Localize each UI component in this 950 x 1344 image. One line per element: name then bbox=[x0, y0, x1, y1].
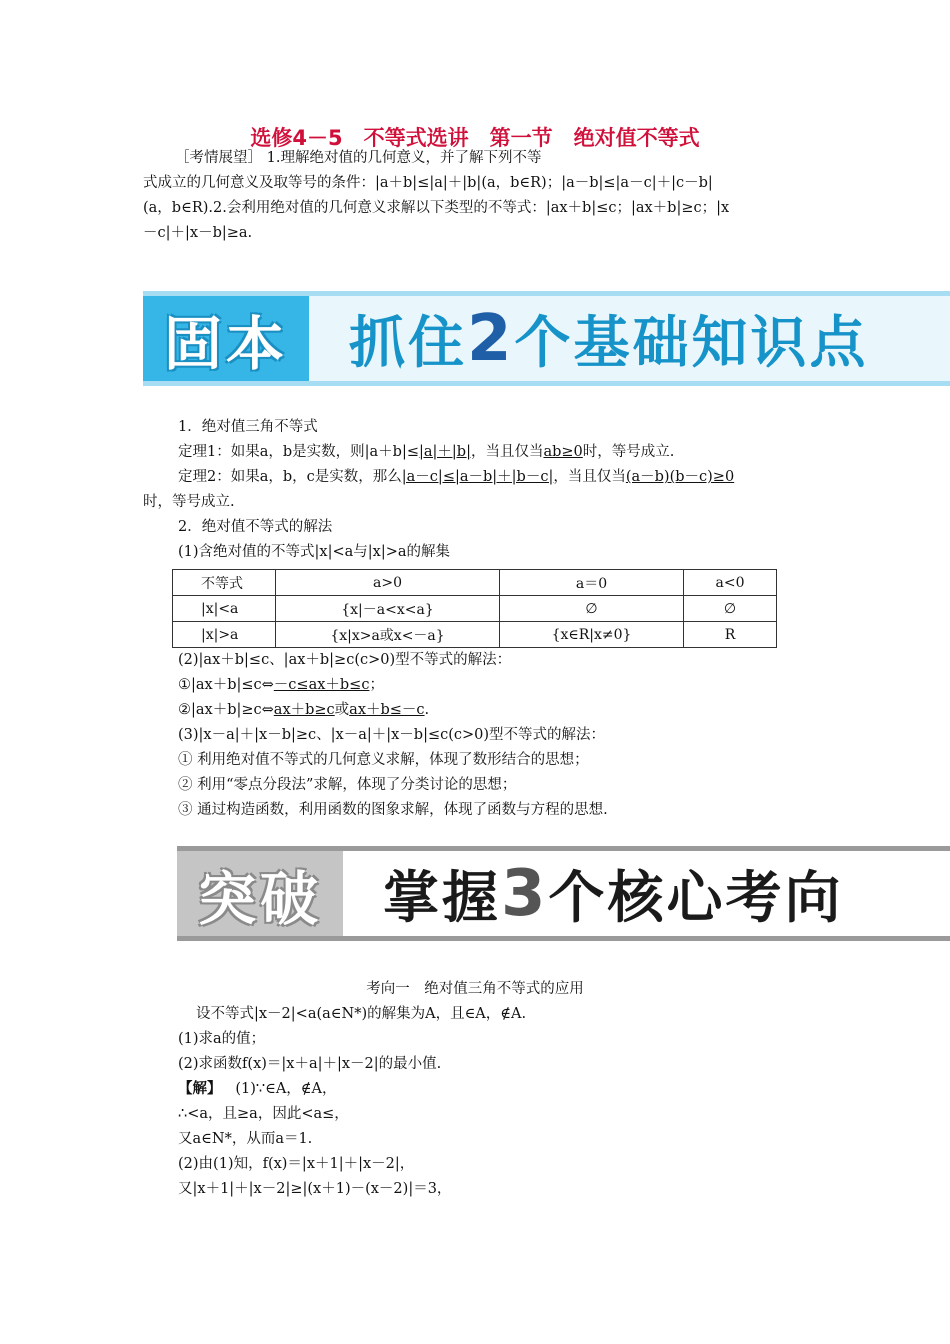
case-2-post: . bbox=[424, 702, 430, 718]
topic-heading: 考向一 绝对值三角不等式的应用 bbox=[366, 981, 584, 997]
theorem-1-blank-1: |a|＋|b| bbox=[419, 444, 471, 460]
banner-left-label: 突破 bbox=[177, 851, 343, 936]
banner-right-num: 2 bbox=[467, 301, 515, 376]
method-item-2: ② 利用“零点分段法”求解，体现了分类讨论的思想； bbox=[178, 777, 517, 793]
question-part-1: (1)求a的值； bbox=[178, 1031, 266, 1047]
banner-right-pre: 掌握 bbox=[383, 865, 501, 931]
heading-1: 1．绝对值三角不等式 bbox=[178, 419, 318, 435]
theorem-2-mid: ，当且仅当 bbox=[553, 469, 626, 485]
question-part-2: (2)求函数f(x)＝|x＋a|＋|x－2|的最小值. bbox=[178, 1056, 442, 1072]
theorem-2-blank-1: |a－c|≤|a－b|＋|b－c| bbox=[401, 469, 554, 485]
solution-text-1: (1)∵∈A，∉A， bbox=[235, 1081, 337, 1097]
solution-line-5: 又|x＋1|＋|x－2|≥|(x＋1)－(x－2)|＝3， bbox=[178, 1181, 452, 1197]
case-2-pre: ②|ax＋b|≥c⇔ bbox=[178, 702, 274, 718]
case-2-blank-2: ax＋b≤－c bbox=[349, 702, 425, 718]
intro-line-3: (a，b∈R).2.会利用绝对值的几何意义求解以下类型的不等式：|ax＋b|≤c；|ax＋b|≥c；|x bbox=[143, 200, 730, 216]
banner-left-label: 固本 bbox=[143, 296, 309, 381]
table-cell: {x|－a<x<a} bbox=[276, 596, 500, 622]
banner-right-pre: 抓住 bbox=[349, 310, 467, 376]
banner-core-topics bbox=[177, 846, 950, 941]
theorem-1-pre: 定理1：如果a，b是实数，则|a＋b|≤ bbox=[178, 444, 419, 460]
theorem-1-blank-2: ab≥0 bbox=[543, 444, 583, 460]
method-item-1: ① 利用绝对值不等式的几何意义求解，体现了数形结合的思想； bbox=[178, 752, 589, 768]
intro-line-2: 式成立的几何意义及取等号的条件：|a＋b|≤|a|＋|b|(a，b∈R)；|a－b|≤|a－c|＋|c－b| bbox=[143, 175, 713, 191]
banner-right-post: 个基础知识点 bbox=[514, 310, 869, 376]
heading-2-1: (1)含绝对值的不等式|x|<a与|x|>a的解集 bbox=[178, 544, 451, 560]
solution-line-2: ∴<a，且≥a，因此<a≤， bbox=[178, 1106, 349, 1122]
theorem-1-mid: ，当且仅当 bbox=[470, 444, 544, 460]
table-cell: |x|>a bbox=[173, 622, 276, 648]
banner-right-post: 个核心考向 bbox=[548, 865, 844, 931]
method-3-heading: (3)|x－a|＋|x－b|≥c、|x－a|＋|x－b|≤c(c>0)型不等式的解法： bbox=[178, 727, 606, 743]
table-row bbox=[173, 596, 777, 622]
page-title: 选修4－5 不等式选讲 第一节 绝对值不等式 bbox=[250, 126, 700, 150]
case-1-pre: ①|ax＋b|≤c⇔ bbox=[178, 677, 274, 693]
intro-line-1: ［考情展望］ 1.理解绝对值的几何意义，并了解下列不等 bbox=[175, 150, 542, 166]
solution-line-4: (2)由(1)知，f(x)＝|x＋1|＋|x－2|， bbox=[178, 1156, 415, 1172]
question-stem: 设不等式|x－2|<a(a∈N*)的解集为A，且∈A，∉A. bbox=[196, 1006, 527, 1022]
theorem-2-cont: 时，等号成立. bbox=[143, 494, 235, 510]
intro-line-4: －c|＋|x－b|≥a. bbox=[143, 225, 253, 241]
table-header-row bbox=[173, 570, 777, 596]
table-cell: R bbox=[684, 622, 777, 648]
solution-label: 【解】 bbox=[178, 1080, 222, 1097]
table-cell: {x|x>a或x<－a} bbox=[276, 622, 500, 648]
table-cell: ∅ bbox=[500, 596, 684, 622]
theorem-2-blank-2: (a－b)(b－c)≥0 bbox=[625, 469, 735, 485]
banner-right-label bbox=[309, 296, 950, 381]
table-row bbox=[173, 622, 777, 648]
table-header-cell: a<0 bbox=[684, 570, 777, 596]
theorem-2-pre: 定理2：如果a，b，c是实数，那么 bbox=[178, 469, 402, 485]
table-cell: ∅ bbox=[684, 596, 777, 622]
banner-basic-knowledge bbox=[143, 291, 950, 386]
banner-right-label bbox=[343, 851, 950, 936]
theorem-1 bbox=[178, 440, 674, 464]
case-2-mid: 或 bbox=[334, 702, 350, 718]
case-1-post: ； bbox=[369, 677, 384, 693]
table-header-cell: a＝0 bbox=[500, 570, 684, 596]
table-cell: |x|<a bbox=[173, 596, 276, 622]
case-1 bbox=[178, 673, 384, 697]
heading-2: 2．绝对值不等式的解法 bbox=[178, 519, 333, 535]
solution-set-table bbox=[172, 569, 777, 648]
case-2 bbox=[178, 698, 429, 722]
method-2-heading: (2)|ax＋b|≤c、|ax＋b|≥c(c>0)型不等式的解法： bbox=[178, 652, 512, 668]
case-1-blank: －c≤ax＋b≤c bbox=[273, 677, 370, 693]
solution-line-3: 又a∈N*，从而a＝1. bbox=[178, 1131, 313, 1147]
table-cell: {x∈R|x≠0} bbox=[500, 622, 684, 648]
solution-line-1 bbox=[178, 1077, 337, 1101]
method-item-3: ③ 通过构造函数，利用函数的图象求解，体现了函数与方程的思想. bbox=[178, 802, 608, 818]
banner-right-num: 3 bbox=[501, 856, 549, 931]
table-header-cell: a>0 bbox=[276, 570, 500, 596]
case-2-blank-1: ax＋b≥c bbox=[273, 702, 335, 718]
theorem-1-post: 时，等号成立. bbox=[582, 444, 675, 460]
theorem-2 bbox=[178, 465, 734, 489]
table-header-cell: 不等式 bbox=[173, 570, 276, 596]
